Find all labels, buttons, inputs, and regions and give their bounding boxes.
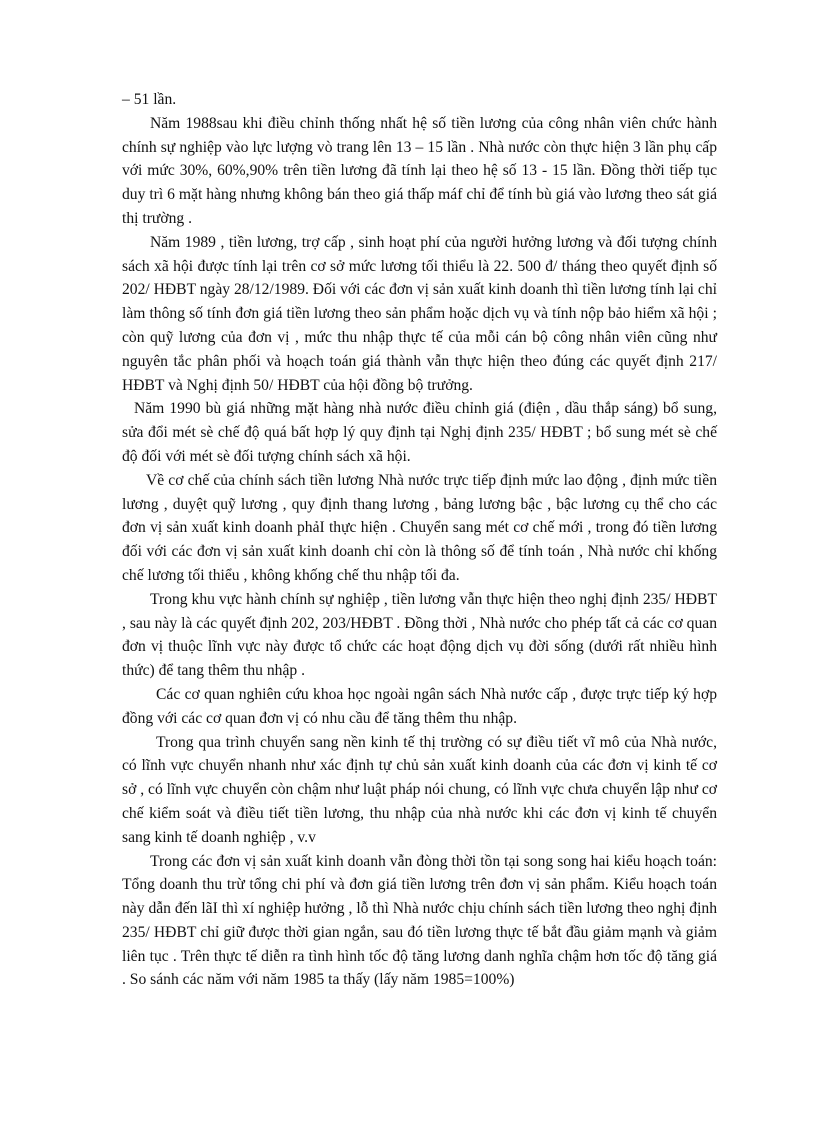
- document-page: [122, 88, 717, 992]
- paragraph-continuation: – 51 lần.: [122, 91, 177, 108]
- paragraph-market-transition: Trong qua trình chuyển sang nền kinh tế thị trường có sự điều tiết vĩ mô của Nhà nước, có lĩnh vực chuyển nhanh như xác định tự chủ sản xuất kinh doanh của các đơn vị kinh tế cơ sở , có lĩnh vực chuyển còn chậm như luật pháp nói chung, có lĩnh vực chưa chuyển lập như cơ chế kiểm soát và điều tiết tiền lương, thu nhập của nhà nước khi các đơn vị kinh tế chuyển sang kinh tế doanh nghiệp , v.v: [122, 733, 717, 846]
- paragraph-administrative-sector: Trong khu vực hành chính sự nghiệp , tiền lương vẫn thực hiện theo nghị định 235/ HĐBT , sau này là các quyết định 202, 203/HĐBT . Đồng thời , Nhà nước cho phép tất cả các cơ quan đơn vị thuộc lĩnh vực này được tổ chức các hoạt động dịch vụ đời sống (dưới rất nhiều hình thức) để tang thêm thu nhập .: [122, 590, 717, 680]
- paragraph-accounting: Trong các đơn vị sản xuất kinh doanh vẫn đòng thời tồn tại song song hai kiểu hoạch toán: Tổng doanh thu trừ tổng chi phí và đơn giá tiền lương trên đơn vị sản phẩm. Kiểu hoạch toán này dẫn đến lãI thì xí nghiệp hưởng , lỗ thì Nhà nước chịu chính sách tiền lương theo nghị định 235/ HĐBT chỉ giữ được thời gian ngắn, sau đó tiền lương thực tế bắt đầu giảm mạnh và giảm liên tục . Trên thực tế diễn ra tình hình tốc độ tăng lương danh nghĩa chậm hơn tốc độ tăng giá . So sánh các năm với năm 1985 ta thấy (lấy năm 1985=100%): [122, 852, 717, 989]
- paragraph-1988: Năm 1988sau khi điều chỉnh thống nhất hệ số tiền lương của công nhân viên chức hành chính sự nghiệp vào lực lượng vò trang lên 13 – 15 lần . Nhà nước còn thực hiện 3 lần phụ cấp với mức 30%, 60%,90% trên tiền lương đã tính lại theo hệ số 13 - 15 lần. Đồng thời tiếp tục duy trì 6 mặt hàng nhưng không bán theo giá thấp máf chỉ để tính bù giá vào lương theo sát giá thị trường .: [122, 114, 717, 227]
- paragraph-research-agencies: Các cơ quan nghiên cứu khoa học ngoài ngân sách Nhà nước cấp , được trực tiếp ký hợp đồng với các cơ quan đơn vị có nhu cầu để tăng thêm thu nhập.: [122, 685, 717, 727]
- paragraph-1990: Năm 1990 bù giá những mặt hàng nhà nước điều chỉnh giá (điện , dầu thắp sáng) bổ sung, sửa đổi mét sè chế độ quá bất hợp lý quy định tại Nghị định 235/ HĐBT ; bổ sung mét sè chế độ đối với mét sè đối tượng chính sách xã hội.: [122, 400, 717, 465]
- paragraph-1989: Năm 1989 , tiền lương, trợ cấp , sinh hoạt phí của người hưởng lương và đối tượng chính sách xã hội được tính lại trên cơ sở mức lương tối thiểu là 22. 500 đ/ tháng theo quyết định số 202/ HĐBT ngày 28/12/1989. Đối với các đơn vị sản xuất kinh doanh thì tiền lương tính lại chỉ làm thông số tính đơn giá tiền lương theo sản phẩm hoặc dịch vụ và tính nộp bảo hiểm xã hội ; còn quỹ lương của đơn vị , mức thu nhập thực tế của mỗi cán bộ công nhân viên cũng như nguyên tắc phân phối và hoạch toán giá thành vẫn thực hiện theo đúng các quyết định 217/ HĐBT và Nghị định 50/ HĐBT của hội đồng bộ trưởng.: [122, 233, 717, 394]
- paragraph-salary-mechanism: Về cơ chế của chính sách tiền lương Nhà nước trực tiếp định mức lao động , định mức tiền lương , duyệt quỹ lương , quy định thang lương , bảng lương bậc , bậc lương cụ thể cho các đơn vị sản xuất kinh doanh phảI thực hiện . Chuyển sang mét cơ chế mới , trong đó tiền lương đối với các đơn vị sản xuất kinh doanh chỉ còn là thông số để tính toán , Nhà nước chỉ khống chế lương tối thiểu , không khống chế thu nhập tối đa.: [122, 471, 717, 584]
